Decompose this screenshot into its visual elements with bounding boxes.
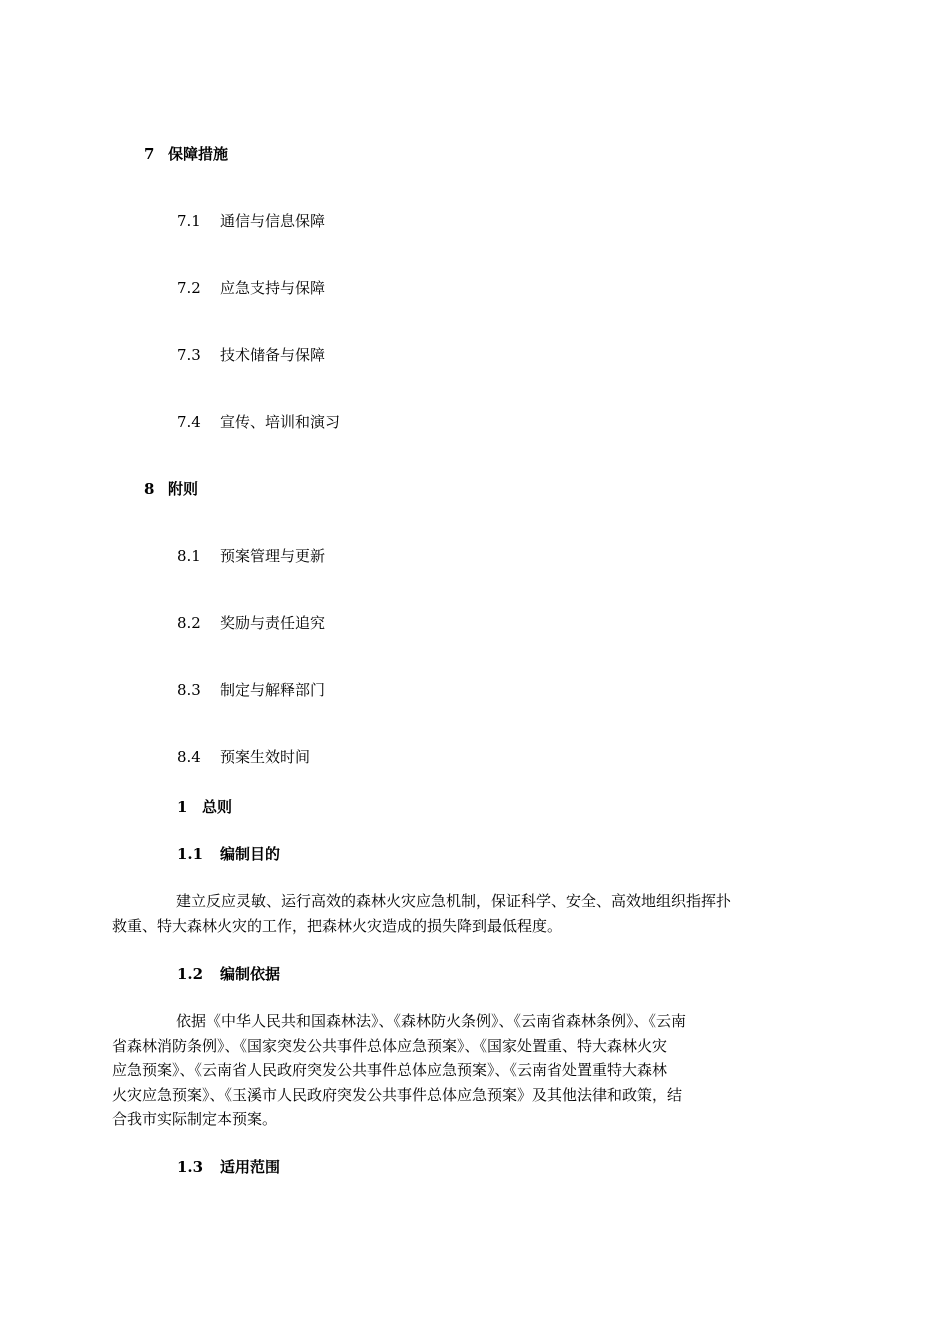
toc-title: 保障措施 — [168, 145, 229, 163]
toc-title: 预案生效时间 — [220, 748, 311, 766]
section-title: 总则 — [202, 798, 233, 816]
toc-title: 宣传、培训和演习 — [220, 413, 341, 431]
toc-title: 预案管理与更新 — [220, 547, 326, 565]
toc-number: 7.1 — [177, 212, 201, 230]
toc-number: 7.4 — [177, 413, 201, 431]
toc-title: 通信与信息保障 — [220, 212, 326, 230]
section-title: 适用范围 — [220, 1158, 281, 1176]
paragraph-line: 建立反应灵敏、运行高效的森林火灾应急机制，保证科学、安全、高效地组织指挥扑 — [176, 892, 732, 910]
paragraph-line: 火灾应急预案》、《玉溪市人民政府突发公共事件总体应急预案》及其他法律和政策，结 — [112, 1085, 683, 1104]
toc-title: 制定与解释部门 — [220, 681, 326, 699]
toc-title: 应急支持与保障 — [220, 279, 326, 297]
paragraph-purpose — [112, 889, 800, 938]
paragraph-line: 应急预案》、《云南省人民政府突发公共事件总体应急预案》、《云南省处置重特大森林 — [112, 1061, 668, 1079]
paragraph-line: 依据《中华人民共和国森林法》、《森林防火条例》、《云南省森林条例》、《云南 — [176, 1012, 687, 1030]
toc-number: 7 — [144, 145, 155, 163]
toc-number: 8 — [144, 480, 155, 498]
toc-title: 附则 — [168, 480, 199, 498]
toc-number: 8.4 — [177, 748, 201, 766]
paragraph-line: 救重、特大森林火灾的工作，把森林火灾造成的损失降到最低程度。 — [112, 916, 563, 935]
paragraph-basis — [112, 1009, 800, 1132]
section-number: 1.1 — [177, 845, 204, 863]
section-title: 编制依据 — [220, 965, 281, 983]
paragraph-line: 省森林消防条例》、《国家突发公共事件总体应急预案》、《国家处置重、特大森林火灾 — [112, 1036, 668, 1055]
toc-number: 7.3 — [177, 346, 201, 364]
section-number: 1.3 — [177, 1158, 204, 1176]
section-number: 1.2 — [177, 965, 204, 983]
toc-number: 8.1 — [177, 547, 201, 565]
toc-number: 8.3 — [177, 681, 201, 699]
section-number: 1 — [177, 798, 188, 816]
toc-title: 技术储备与保障 — [220, 346, 326, 364]
toc-number: 7.2 — [177, 279, 201, 297]
paragraph-line: 合我市实际制定本预案。 — [112, 1110, 278, 1128]
section-title: 编制目的 — [220, 845, 281, 863]
toc-title: 奖励与责任追究 — [220, 614, 326, 632]
toc-number: 8.2 — [177, 614, 201, 632]
